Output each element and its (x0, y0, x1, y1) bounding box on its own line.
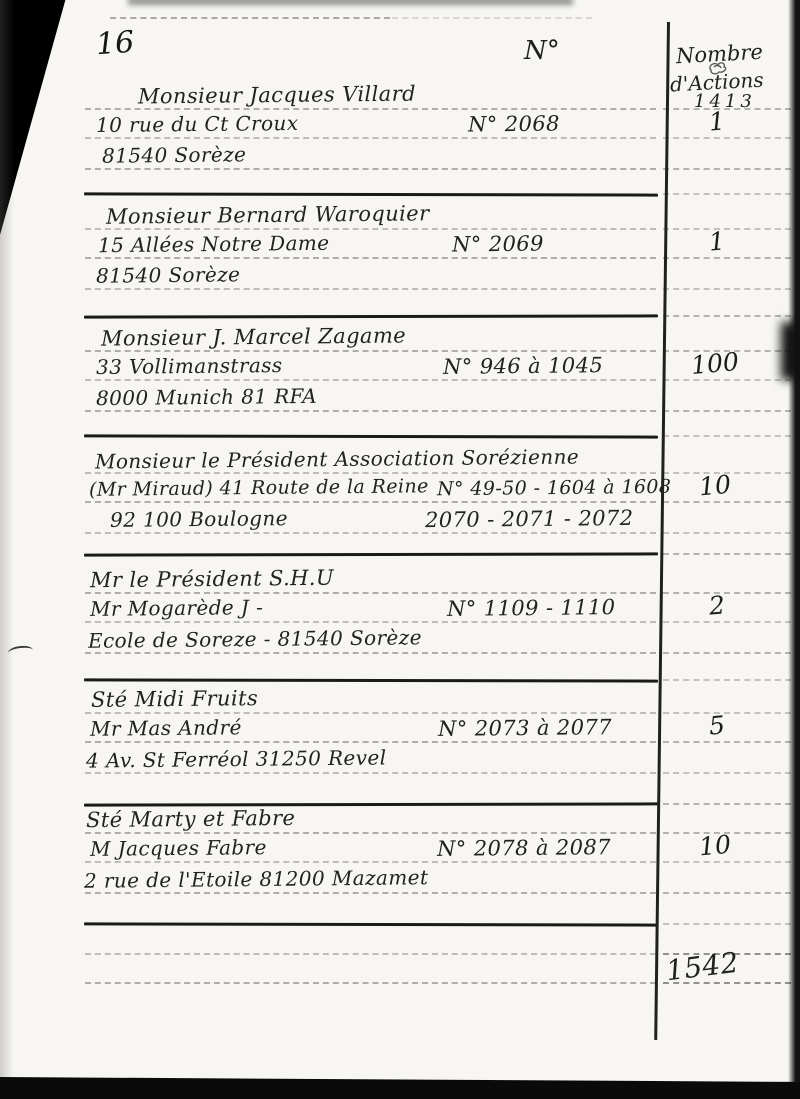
entry-name: Monsieur le Président Association Sorézienne (94, 444, 580, 474)
entry-shares: 10 (697, 469, 733, 502)
entry-shares: 100 (689, 346, 740, 381)
ruled-dotted-line (663, 288, 791, 290)
entry-shares: 2 (707, 590, 727, 621)
ruled-dotted-line (663, 772, 791, 774)
scribble-stamp-icon (704, 60, 730, 76)
ruled-dotted-line (663, 652, 791, 654)
column-divider-line (654, 22, 669, 1040)
entry-certificate-numbers: N° 2073 à 2077 (437, 715, 613, 741)
entry-address: 10 rue du Ct Croux (95, 110, 299, 138)
ruled-dotted-line (392, 17, 592, 19)
ruled-dotted-line (85, 953, 656, 955)
entry-city: 92 100 Boulogne (109, 506, 289, 532)
entry-city: 81540 Sorèze (95, 262, 241, 288)
scan-top-edge-smudge (128, 0, 573, 5)
entry-extra-numbers: 2070 - 2071 - 2072 (424, 505, 634, 533)
entry-city: 8000 Munich 81 RFA (95, 383, 318, 411)
ruled-dotted-line (663, 168, 791, 170)
entry-city: Ecole de Soreze - 81540 Sorèze (87, 625, 423, 653)
entry-shares: 10 (697, 829, 733, 862)
entry-shares: 1 (707, 226, 727, 257)
ruled-dotted-line (85, 982, 656, 984)
scan-right-edge-shade (788, 0, 800, 1099)
entry-city: 4 Av. St Ferréol 31250 Revel (85, 745, 387, 773)
number-column-header: N° (524, 36, 560, 66)
entry-address: Mr Mas André (89, 715, 242, 741)
entry-address: 33 Vollimanstrass (95, 353, 283, 379)
entry-shares: 1 (707, 106, 727, 137)
entry-name: Mr le Président S.H.U (89, 565, 335, 593)
carryover-total: 1413 (694, 91, 756, 112)
ruled-dotted-line (663, 532, 791, 534)
ruled-dotted-line (663, 315, 791, 317)
entry-certificate-numbers: N° 49-50 - 1604 à 1608 (436, 475, 672, 501)
entry-certificate-numbers: N° 1109 - 1110 (446, 595, 616, 621)
entry-certificate-numbers: N° 2069 (451, 231, 544, 257)
shares-column-header-line1: Nombre (675, 39, 764, 69)
entry-city: 2 rue de l'Etoile 81200 Mazamet (83, 865, 429, 893)
separator-line (84, 922, 658, 926)
scan-bottom-black-strip (0, 1077, 800, 1099)
entry-name: Sté Midi Fruits (90, 686, 259, 712)
ruled-dotted-line (663, 923, 791, 925)
shares-column-header-line2: d'Actions (669, 67, 765, 97)
separator-line (84, 192, 658, 196)
entry-name: Monsieur J. Marcel Zagame (100, 323, 407, 351)
running-total: 1542 (664, 945, 741, 988)
ruled-dotted-line (663, 803, 791, 805)
entry-address: M Jacques Fabre (89, 835, 267, 861)
entry-certificate-numbers: N° 946 à 1045 (442, 353, 604, 379)
entry-name: Monsieur Bernard Waroquier (105, 201, 430, 229)
separator-line (84, 678, 658, 682)
entry-address: (Mr Miraud) 41 Route de la Reine (88, 475, 429, 501)
entry-address: 15 Allées Notre Dame (97, 230, 330, 258)
scan-left-edge-shade (0, 0, 14, 1080)
entry-name: Sté Marty et Fabre (85, 805, 296, 833)
entry-city: 81540 Sorèze (101, 142, 247, 168)
entry-shares: 5 (707, 710, 727, 741)
ruled-dotted-line (663, 193, 791, 195)
entry-certificate-numbers: N° 2068 (467, 111, 560, 137)
ruled-dotted-line (663, 679, 791, 681)
ruled-dotted-line (110, 17, 390, 19)
ruled-dotted-line (663, 435, 791, 437)
entry-address: Mr Mogarède J - (89, 595, 264, 621)
entry-name: Monsieur Jacques Villard (137, 81, 417, 109)
separator-line (84, 434, 658, 438)
ruled-dotted-line (663, 892, 791, 894)
page-number: 16 (94, 24, 136, 63)
entry-certificate-numbers: N° 2078 à 2087 (436, 835, 612, 861)
ruled-dotted-line (663, 553, 791, 555)
scan-right-edge-blotch (781, 322, 800, 380)
ruled-dotted-line (663, 410, 791, 412)
separator-line (84, 552, 658, 556)
separator-line (84, 314, 658, 318)
